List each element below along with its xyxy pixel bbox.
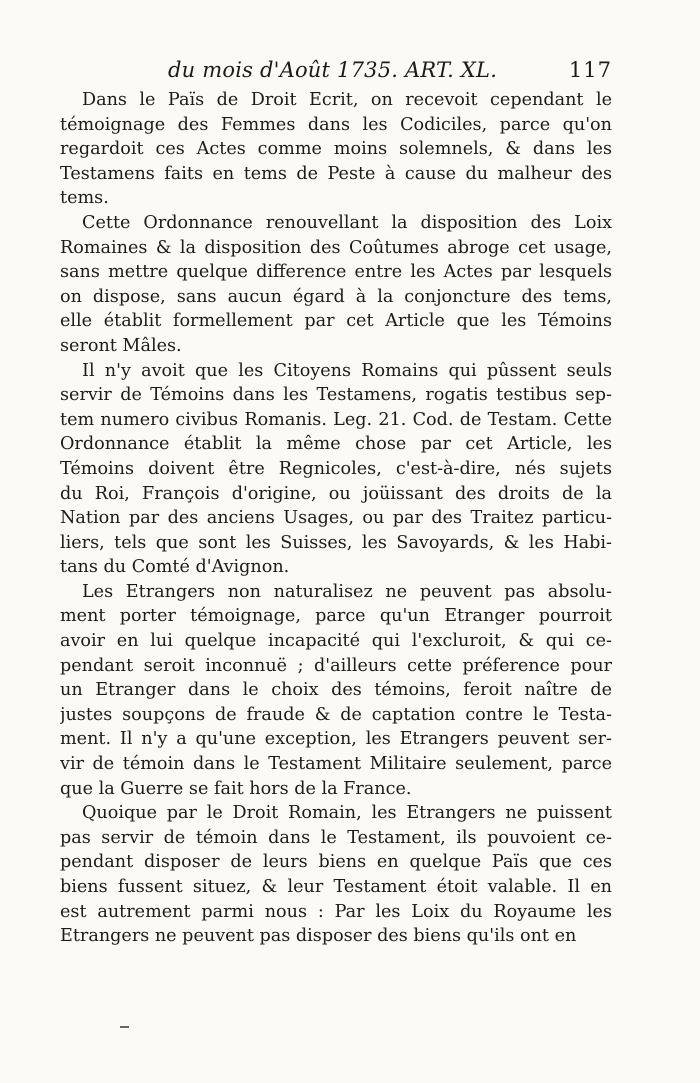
text-line: du Roi, François d'origine, ou joüissant des droits de la: [60, 483, 612, 504]
text-line: regardoit ces Actes comme moins solemnels, & dans les: [60, 139, 612, 160]
page-header: [60, 58, 612, 86]
text-line: sans mettre quelque difference entre les Actes par lesquels: [60, 262, 612, 283]
text-line: Cette Ordonnance renouvellant la disposition des Loix: [82, 212, 612, 233]
text-line: seront Mâles.: [60, 335, 182, 356]
paragraph: [60, 211, 612, 359]
text-line: Témoins doivent être Regnicoles, c'est-à-dire, nés sujets: [60, 458, 612, 479]
text-line: que la Guerre se fait hors de la France.: [60, 778, 412, 799]
text-line: tans du Comté d'Avignon.: [60, 557, 290, 578]
running-title: du mois d'Août 1735. ART. XL.: [168, 58, 498, 82]
text-line: Les Etrangers non naturalisez ne peuvent pas absolu-: [82, 581, 612, 602]
text-line: est autrement parmi nous : Par les Loix du Royaume les: [60, 901, 612, 922]
text-line: Ordonnance établit la même chose par cet Article, les: [60, 434, 612, 455]
text-line: Etrangers ne peuvent pas disposer des biens qu'ils ont en: [60, 926, 577, 947]
text-line: Dans le Païs de Droit Ecrit, on recevoit cependant le: [82, 90, 612, 110]
text-line: avoir en lui quelque incapacité qui l'excluroit, & qui ce-: [60, 631, 612, 652]
text-line: Il n'y avoit que les Citoyens Romains qui pûssent seuls: [82, 360, 612, 381]
text-line: pendant seroit inconnuë ; d'ailleurs cette préference pour: [60, 655, 612, 676]
page-number: 117: [568, 58, 612, 82]
text-line: témoignage des Femmes dans les Codiciles, parce qu'on: [60, 114, 612, 135]
text-line: Quoique par le Droit Romain, les Etrangers ne puissent: [82, 803, 612, 824]
text-line: pas servir de témoin dans le Testament, ils pouvoient ce-: [60, 827, 612, 848]
text-line: ment porter témoignage, parce qu'un Etranger pourroit: [60, 606, 612, 627]
text-line: liers, tels que sont les Suisses, les Savoyards, & les Habi-: [60, 532, 612, 553]
text-line: justes soupçons de fraude & de captation contre le Testa-: [60, 704, 612, 725]
text-line: tem numero civibus Romanis. Leg. 21. Cod. de Testam. Cette: [60, 409, 612, 430]
paragraph: [60, 359, 612, 580]
paragraph: [60, 88, 612, 211]
text-line: ment. Il n'y a qu'une exception, les Etrangers peuvent ser-: [60, 729, 612, 750]
text-line: on dispose, sans aucun égard à la conjoncture des tems,: [60, 286, 612, 307]
text-line: Nation par des anciens Usages, ou par des Traitez particu-: [60, 508, 612, 529]
printer-mark: [120, 1026, 129, 1028]
text-line: un Etranger dans le choix des témoins, feroit naître de: [60, 680, 612, 701]
text-line: tems.: [60, 188, 109, 209]
text-line: elle établit formellement par cet Article que les Témoins: [60, 311, 612, 332]
text-line: servir de Témoins dans les Testamens, rogatis testibus sep-: [60, 385, 612, 406]
body-text: [60, 88, 612, 949]
text-line: Romaines & la disposition des Coûtumes abroge cet usage,: [60, 237, 612, 258]
text-line: pendant disposer de leurs biens en quelque Païs que ces: [60, 852, 612, 873]
text-line: Testamens faits en tems de Peste à cause du malheur des: [60, 163, 612, 184]
text-line: vir de témoin dans le Testament Militaire seulement, parce: [60, 754, 612, 775]
paragraph: [60, 801, 612, 949]
text-line: biens fussent situez, & leur Testament étoit valable. Il en: [60, 877, 612, 897]
paragraph: [60, 580, 612, 801]
